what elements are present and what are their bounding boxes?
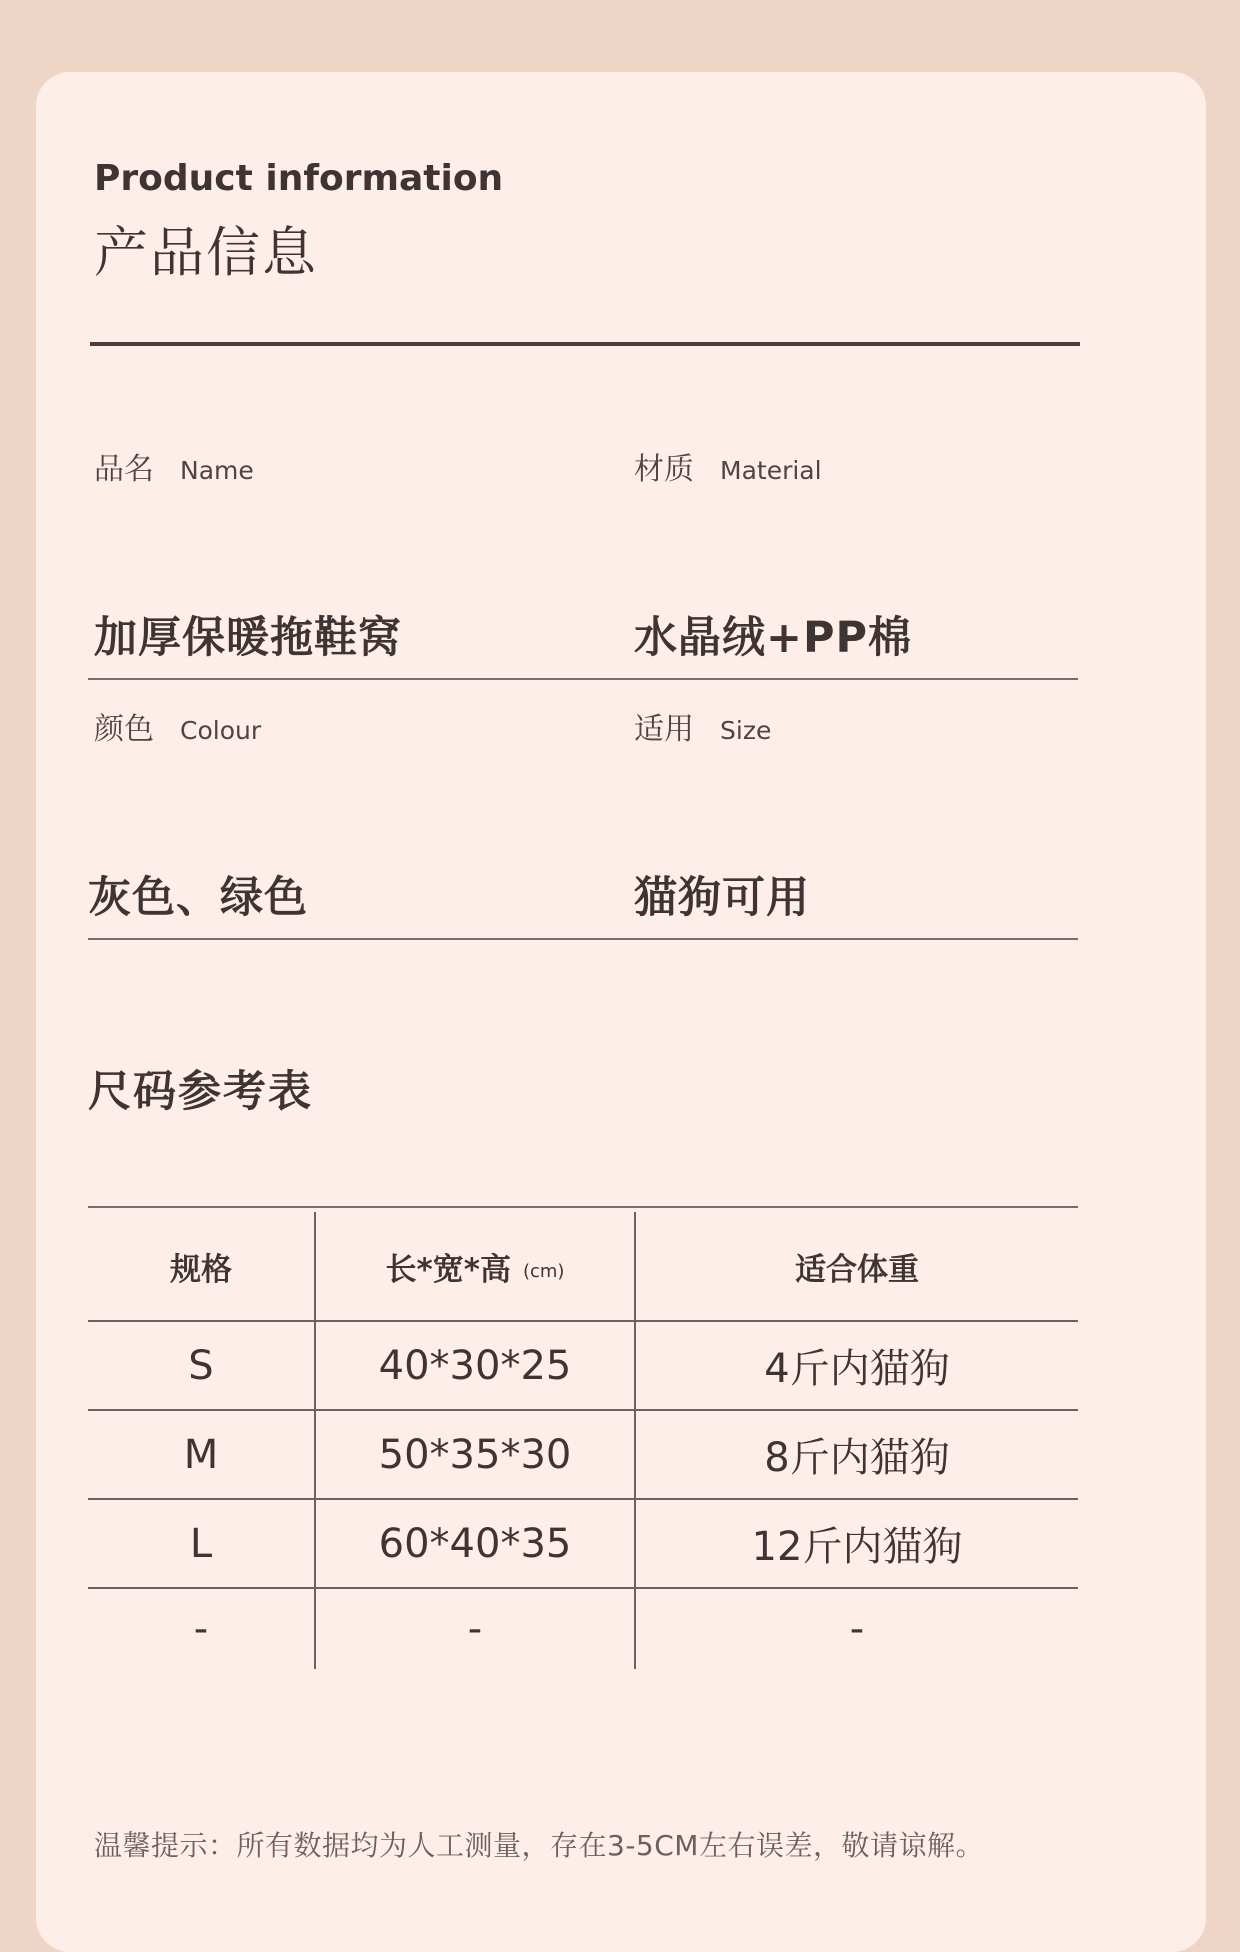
cell-weight: 4斤内猫狗 <box>635 1321 1078 1410</box>
table-row <box>88 1499 1078 1588</box>
disclaimer-note: 温馨提示：所有数据均为人工测量，存在3-5CM左右误差，敬请谅解。 <box>94 1829 984 1862</box>
table-header-row <box>88 1212 1078 1321</box>
cell-weight: - <box>635 1588 1078 1669</box>
name-label-en: Name <box>180 456 254 485</box>
size-chart-table <box>88 1212 1078 1669</box>
cell-spec: L <box>88 1499 315 1588</box>
cell-dimensions: 50*35*30 <box>315 1410 635 1499</box>
title-zh: 产品信息 <box>94 221 318 284</box>
colour-value: 灰色、绿色 <box>88 873 308 923</box>
table-row <box>88 1410 1078 1499</box>
header-dimensions-label: 长*宽*高 <box>385 1251 511 1288</box>
title-en: Product information <box>94 158 504 199</box>
material-label-en: Material <box>720 456 822 485</box>
name-label <box>94 444 254 488</box>
size-label-zh: 适用 <box>634 712 694 747</box>
info-row-divider-2 <box>88 938 1078 940</box>
header-divider <box>90 342 1080 346</box>
material-label <box>634 444 822 488</box>
cell-dimensions: 40*30*25 <box>315 1321 635 1410</box>
header-weight: 适合体重 <box>635 1212 1078 1321</box>
cell-spec: S <box>88 1321 315 1410</box>
cell-weight: 12斤内猫狗 <box>635 1499 1078 1588</box>
cell-weight: 8斤内猫狗 <box>635 1410 1078 1499</box>
table-row <box>88 1588 1078 1669</box>
colour-label <box>94 704 261 748</box>
header-dimensions <box>315 1212 635 1321</box>
cell-spec: M <box>88 1410 315 1499</box>
product-info-card <box>36 72 1206 1952</box>
cell-dimensions: 60*40*35 <box>315 1499 635 1588</box>
size-chart-title: 尺码参考表 <box>88 1067 313 1117</box>
info-row-divider-1 <box>88 678 1078 680</box>
table-row <box>88 1321 1078 1410</box>
header-unit: (cm) <box>522 1260 565 1282</box>
material-label-zh: 材质 <box>634 452 694 487</box>
colour-label-zh: 颜色 <box>94 712 154 747</box>
colour-label-en: Colour <box>180 716 262 745</box>
cell-spec: - <box>193 1606 209 1652</box>
material-value: 水晶绒+PP棉 <box>634 613 913 663</box>
size-value: 猫狗可用 <box>634 873 810 923</box>
name-label-zh: 品名 <box>94 452 154 487</box>
size-label-en: Size <box>720 716 772 745</box>
size-label <box>634 704 771 748</box>
cell-dimensions: - <box>315 1588 635 1669</box>
name-value: 加厚保暖拖鞋窝 <box>94 613 402 663</box>
header-spec: 规格 <box>88 1212 315 1321</box>
size-chart-divider <box>88 1206 1078 1208</box>
